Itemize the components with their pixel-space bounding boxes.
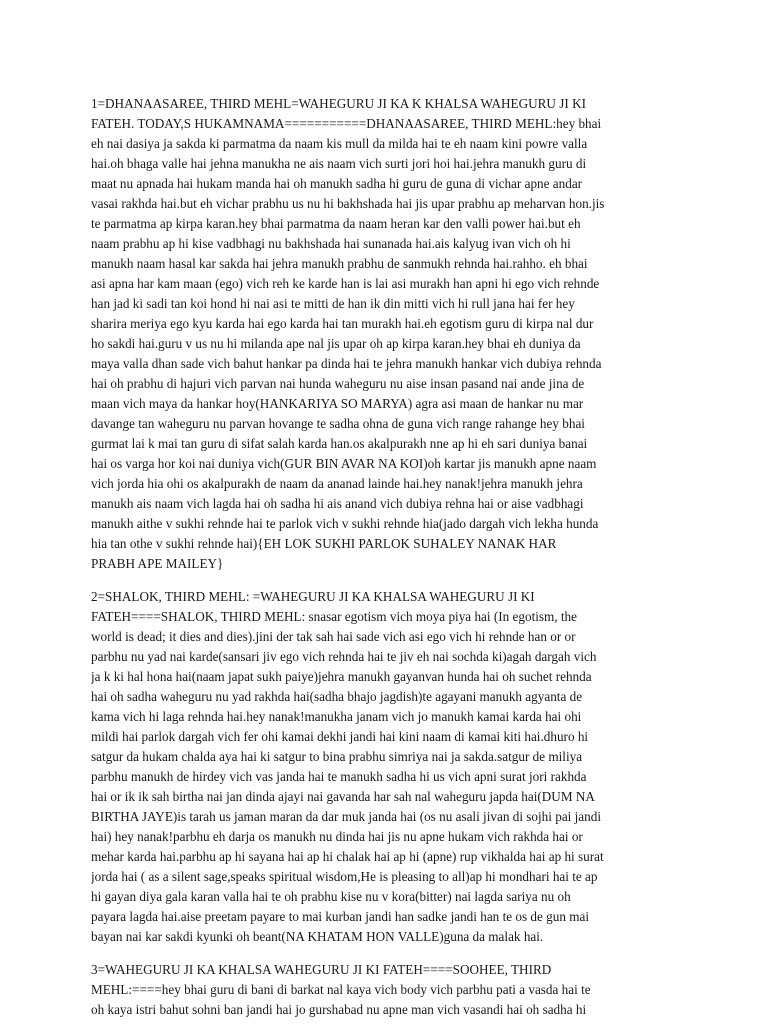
text-line: manukh naam hasal kar sakda hai jehra manukh prabhu de sanmukh rehnda hai.rahho. eh bhai (91, 256, 588, 271)
text-line: 2=SHALOK, THIRD MEHL: =WAHEGURU JI KA KHALSA WAHEGURU JI KI (91, 589, 535, 604)
text-line: hai oh sadha waheguru nu yad rakhda hai(sadha bhajo jagdish)te agayani manukh agyanta de (91, 689, 583, 704)
text-line: manukh aithe v sukhi rehnde hai te parlok vich v sukhi rehnde hia(jado dargah vich lekha hunda (91, 516, 599, 531)
text-line: hi gayan diya gala karan valla hai te oh prabhu kise nu v kora(bitter) nai lagda sariya nu oh (91, 889, 571, 904)
text-line: kama vich hi laga rehnda hai.hey nanak!manukha janam vich jo manukh kamai karda hai ohi (91, 709, 582, 724)
text-line: hai oh prabhu di hajuri vich parvan nai hunda waheguru nu aise insan pasand nai ande jina de (91, 376, 585, 391)
text-line: payara lagda hai.aise preetam payare to mai kurban jandi han sadke jandi han te os de gun mai (91, 909, 590, 924)
text-line: satgur da hukam chalda aya hai ki satgur to bina prabhu simriya nai ja sakda.satgur de miliya (91, 749, 583, 764)
text-line: manukh ais naam vich lagda hai oh sadha hi ais anand vich dubiya rehna hai or aise vadbhagi (91, 496, 584, 511)
text-line: sharira meriya ego kyu karda hai ego karda hai tan murakh hai.eh egotism guru di kirpa nal dur (91, 316, 594, 331)
text-line: mildi hai parlok dargah vich fer ohi kamai dekhi jandi hai kini naam di kamai kiti hai.dhuro hi (91, 729, 589, 744)
text-line: FATEH====SHALOK, THIRD MEHL: snasar egotism vich moya piya hai (In egotism, the (91, 609, 577, 624)
text-line: han jad ki sadi tan koi hond hi nai asi te mitti de han ik din mitti vich hi rull jana hai fer hey (91, 296, 575, 311)
text-line: naam prabhu ap hi kise vadbhagi nu bakhshada hai sunanada hai.ais kalyug ivan vich oh hi (91, 236, 571, 251)
document-body (91, 94, 681, 1024)
hukamnama-paragraph-3 (91, 960, 681, 1020)
text-line: parbhu manukh de hirdey vich vas janda hai te manukh sadha hi us vich apni surat jori rakhda (91, 769, 587, 784)
text-line: oh kaya istri bahut sohni ban jandi hai jo gurshabad nu apne man vich vasandi hai oh sadha hi (91, 1002, 587, 1017)
text-line: world is dead; it dies and dies).jini der tak sah hai sade vich asi ego vich hi rehnde han or or (91, 629, 576, 644)
text-line: parbhu nu yad nai karde(sansari jiv ego vich rehnda hai te jiv eh nai sochda ki)agah dargah vich (91, 649, 597, 664)
text-line: 1=DHANAASAREE, THIRD MEHL=WAHEGURU JI KA K KHALSA WAHEGURU JI KI (91, 96, 586, 111)
text-line: mehar karda hai.parbhu ap hi sayana hai ap hi chalak hai ap hi (apne) rup vikhalda hai ap hi surat (91, 849, 604, 864)
text-line: hai.oh bhaga valle hai jehna manukha ne ais naam vich surti jori hoi hai.jehra manukh guru di (91, 156, 587, 171)
text-line: maya valla dhan sade vich bahut hankar pa dinda hai te jehra manukh hankar vich dubiya rehnda (91, 356, 602, 371)
text-line: maan vich maya da hankar hoy(HANKARIYA SO MARYA) agra asi maan de hankar nu mar (91, 396, 584, 411)
text-line: vasai rakhda hai.but eh vichar prabhu us nu hi bakhshada hai jis upar prabhu ap meharvan hon.jis (91, 196, 605, 211)
text-line: PRABH APE MAILEY} (91, 556, 224, 571)
hukamnama-paragraph-1 (91, 94, 681, 574)
text-line: ja k ki hal hona hai(naam japat sukh paiye)jehra manukh gayanvan hunda hai oh suchet rehnda (91, 669, 592, 684)
text-line: ho sakdi hai.guru v us nu hi milanda ape nal jis upar oh ap kirpa karan.hey bhai eh duniya da (91, 336, 581, 351)
hukamnama-paragraph-2 (91, 587, 681, 947)
text-line: te parmatma ap kirpa karan.hey bhai parmatma da naam heran kar den valli power hai.but eh (91, 216, 581, 231)
text-line: hia tan othe v sukhi rehnde hai){EH LOK SUKHI PARLOK SUHALEY NANAK HAR (91, 536, 557, 551)
text-line: MEHL:====hey bhai guru di bani di barkat nal kaya vich body vich parbhu pati a vasda hai te (91, 982, 591, 997)
text-line: hai) hey nanak!parbhu eh darja os manukh nu dinda hai jis nu apne hukam vich rakhda hai or (91, 829, 583, 844)
text-line: gurmat lai k mai tan guru di sifat salah karda han.os akalpurakh nne ap hi eh sari duniya banai (91, 436, 588, 451)
text-line: maat nu apnada hai hukam manda hai oh manukh sadha hi guru de guna di vichar apne andar (91, 176, 583, 191)
text-line: 3=WAHEGURU JI KA KHALSA WAHEGURU JI KI FATEH====SOOHEE, THIRD (91, 962, 552, 977)
text-line: davange tan waheguru nu parvan hovange te sadha ohna de guna vich range rahange hey bhai (91, 416, 585, 431)
text-line: asi apna har kam maan (ego) vich reh ke karde han is lai asi murakh han apni hi ego vich rehnde (91, 276, 600, 291)
text-line: vich jorda hia ohi os akalpurakh de naam da ananad lainde hai.hey nanak!jehra manukh jehra (91, 476, 583, 491)
text-line: jorda hai ( as a silent sage,speaks spiritual wisdom,He is pleasing to all)ap hi mondhari hai te ap (91, 869, 598, 884)
text-line: eh nai dasiya ja sakda ki parmatma da naam kis mull da milda hai te eh naam kini powre valla (91, 136, 588, 151)
text-line: hai or ik ik sah birtha nai jan dinda ajayi nai gavanda har sah nal waheguru japda hai(DUM NA (91, 789, 595, 804)
text-line: hai os varga hor koi nai duniya vich(GUR BIN AVAR NA KOI)oh kartar jis manukh apne naam (91, 456, 597, 471)
text-line: FATEH. TODAY,S HUKAMNAMA===========DHANAASAREE, THIRD MEHL:hey bhai (91, 116, 602, 131)
text-line: bayan nai kar sakdi kyunki oh beant(NA KHATAM HON VALLE)guna da malak hai. (91, 929, 544, 944)
text-line: BIRTHA JAYE)is tarah us jaman maran da dar muk janda hai (os nu asali jivan di sojhi pai jandi (91, 809, 601, 824)
